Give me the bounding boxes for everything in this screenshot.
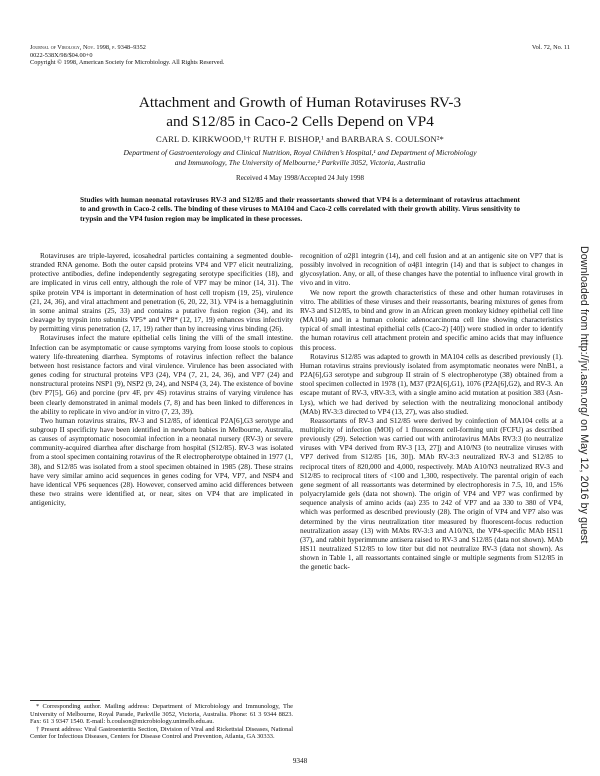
body-paragraph-continued: recognition of α2β1 integrin (14), and cell fusion and at an antigenic site on VP7 that is possibly involved in recognition of α4β1 integrin (14) and that is subject to changes in glycosylation. Any, or all, of these changes have the potential to influence viral growth in vivo and in vitro. <box>300 251 563 288</box>
affiliation-line-1: Department of Gastroenterology and Clinical Nutrition, Royal Children’s Hospital,¹ and Department of Microbiology <box>123 148 477 157</box>
journal-header <box>30 44 410 67</box>
article-title <box>0 93 600 131</box>
abstract: Studies with human neonatal rotaviruses RV-3 and S12/85 and their reassortants showed that VP4 is a determinant of rotavirus attachment to and growth in Caco-2 cells. The binding of these viruses to MA104 and Caco-2 cells correlated with their growth ability. Virus sensitivity to trypsin and the VP4 fusion region may be implicated in these processes. <box>80 195 520 223</box>
affiliations <box>60 148 540 167</box>
body-column-right <box>300 251 563 571</box>
body-paragraph: Rotavirus S12/85 was adapted to growth in MA104 cells as described previously (1). Human rotavirus strains previously isolated from asymptomatic neonates were NnB1, a P2A[6],G3 serotype and subgroup II strain of S electropherotype (38) obtained from a stool specimen collected in 1978 (1), M37 (P2A[6],G1), 1076 (P2A[6],G2), and RV-3. An escape mutant of RV-3, vRV-3:3, with a single amino acid mutation at position 383 (Asn-Lys), which we had derived by selection with the neutralizing monoclonal antibody (MAb) RV-3:3 directed to VP4 (13, 27), was also studied. <box>300 351 563 416</box>
title-line-2: and S12/85 in Caco-2 Cells Depend on VP4 <box>166 113 434 130</box>
received-dates: Received 4 May 1998/Accepted 24 July 1998 <box>236 174 364 182</box>
page-number: 9348 <box>292 756 308 765</box>
body-paragraph: Rotaviruses infect the mature epithelial cells lining the villi of the small intestine. Infection can be asymptomatic or cause symptoms varying from loose stools to copious watery life-threatening diarrhea. Symptoms of rotavirus infection reflect the balance between host resistance factors and viral virulence. Virulence has been associated with genes coding for structural proteins VP3 (24), VP4 (7, 21, 24, 36), and VP7 (24) and nonstructural proteins NSP1 (9), NSP2 (9, 24), and NSP4 (3, 24). The existence of bovine (brv P7[5], G6) and porcine (prv 4F, prv 4S) rotavirus strains of varying virulence has been clearly demonstrated in animal models (7, 8) and has been linked to differences in the ability to replicate in vivo and/or in vitro (7, 23, 39). <box>30 333 293 416</box>
body-paragraph: Rotaviruses are triple-layered, icosahedral particles containing a segmented double-stranded RNA genome. Both the outer capsid proteins VP4 and VP7 elicit neutralizing, protective antibodies, define independently segregating serotype specificities (18), and are implicated in virus cell entry, although the role of VP7 may be minor (14, 31). The spike protein VP4 is important in determination of host cell tropism (19, 25), virulence (21, 24, 36), and viral attachment and penetration (6, 20, 22, 31). VP4 is a hemagglutinin in some animal strains (25, 33) and contains a putative fusion region (34), and its cleavage by trypsin into subunits VP5* and VP8* (12, 17, 19) enhances virus infectivity by permitting virus penetration (2, 17, 19) rather than by increasing virus binding (26). <box>30 251 293 334</box>
author-list: CARL D. KIRKWOOD,¹† RUTH F. BISHOP,¹ and BARBARA S. COULSON²* <box>155 134 445 144</box>
journal-citation: Journal of Virology, Nov. 1998, p. 9348–9352 <box>30 44 146 51</box>
journal-volume: Vol. 72, No. 11 <box>531 44 570 51</box>
body-paragraph: We now report the growth characteristics of these and other human rotaviruses in vitro. The abilities of these viruses and their reassortants, bearing mixtures of genes from RV-3 and S12/85, to bind and grow in an African green monkey kidney epithelial cell line (MA104) and in a human colonic adenocarcinoma cell line showing characteristics typical of small intestinal epithelial cells (Caco-2) [40]) were studied in order to identify the human rotavirus cell attachment protein and specific amino acids that may influence this process. <box>300 287 563 352</box>
body-paragraph: Two human rotavirus strains, RV-3 and S12/85, of identical P2A[6],G3 serotype and subgroup II specificity have been identified in newborn babies in Melbourne, Australia, as causes of asymptomatic nosocomial infection in a neonatal nursery (RV-3) or severe community-acquired diarrhea after discharge from hospital (S12/85). RV-3 was isolated from a stool specimen containing rotavirus of the R electropherotype obtained in 1977 (1, 38), and S12/85 was isolated from a stool specimen obtained in 1985 (28). These strains have very similar amino acid sequences in genes coding for VP4, VP7, and NSP4 and have identical VP6 sequences (28). However, conserved amino acid differences between these two strains were identified at, or near, sites on VP4 that are implicated in antigenicity, <box>30 415 293 508</box>
body-column-left <box>30 251 293 507</box>
affiliation-line-2: and Immunology, The University of Melbourne,² Parkville 3052, Victoria, Australia <box>174 157 426 167</box>
footnote-present-address: † Present address: Viral Gastroenteritis Section, Division of Viral and Rickettsial Diseases, National Center for Infectious Diseases, Centers for Disease Control and Prevention, Atlanta, GA 30333. <box>30 725 293 741</box>
footnotes <box>30 703 293 741</box>
footnote-corresponding-author: * Corresponding author. Mailing address: Department of Microbiology and Immunology, The University of Melbourne, Royal Parade, Parkville 3052, Victoria, Australia. Phone: 61 3 9344 8823. Fax: 61 3 9347 1540. E-mail: b.coulson@microbiology.unimelb.edu.au. <box>30 703 293 726</box>
title-line-1: Attachment and Growth of Human Rotaviruses RV-3 <box>138 94 462 111</box>
body-paragraph: Reassortants of RV-3 and S12/85 were derived by coinfection of MA104 cells at a multiplicity of infection (MOI) of 1 fluorescent cell-forming unit (FCFU) as described previously (29). Selection was carried out with antirotavirus MAbs RV3:3 (to neutralize viruses with VP4 derived from RV-3 [13, 27]) and A10/N3 (to neutralize viruses with VP7 derived from S12/85 [16, 30]). MAb RV-3:3 neutralized RV-3 and S12/85 to reciprocal titers of 820,000 and 4,000, respectively. MAb A10/N3 neutralized RV-3 and S12/85 to reciprocal titers of <100 and 1,300, respectively. The parental origin of each gene segment of all reassortants was determined by electrophoresis in 7.5, 10, and 15% polyacrylamide gels (data not shown). The origin of VP4 and VP7 was confirmed by sequence analysis of amino acids (aa) 235 to 242 of VP7 and aa 330 to 380 of VP4, which was performed as described previously (28). The origin of VP4 and VP7 also was determined by the virus neutralization titer measured by fluorescent-focus reduction neutralization assay (13) with MAbs RV-3:3 and A10/N3, the VP4-specific MAb HS11 (37), and rabbit hyperimmune antisera raised to RV-3 and S12/85 (data not shown). MAb HS11 neutralized S12/85 to low titer but did not neutralize RV-3 (data not shown). As shown in Table 1, all reassortants contained single or multiple segments from S12/85 in the genetic back- <box>300 415 563 572</box>
copyright-line: Copyright © 1998, American Society for Microbiology. All Rights Reserved. <box>30 59 225 67</box>
journal-issn: 0022-538X/98/$04.00+0 <box>30 51 93 59</box>
download-notice-text: Downloaded from http://jvi.asm.org/ on May 12, 2016 by guest <box>578 246 590 544</box>
footnote-divider <box>30 700 100 701</box>
